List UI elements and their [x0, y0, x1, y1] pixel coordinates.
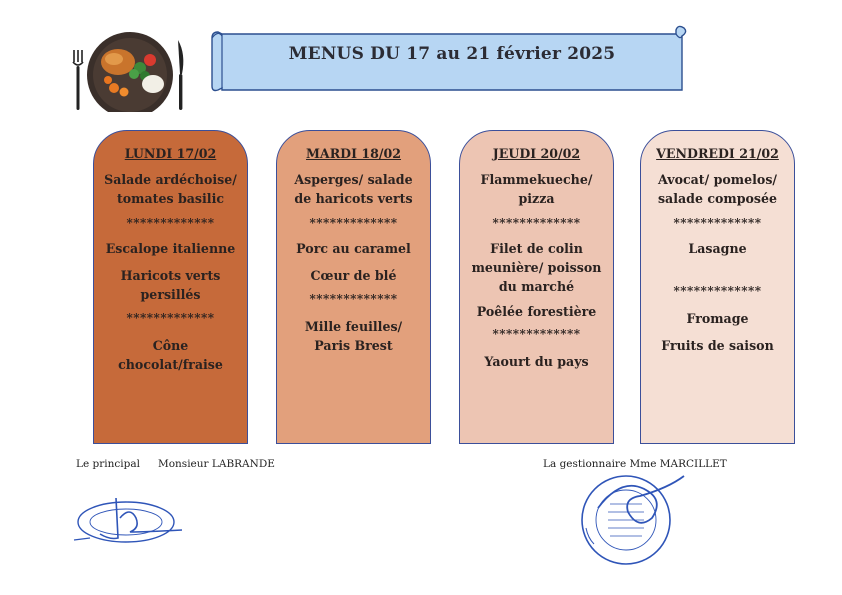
- menu-item: Haricots verts persillés: [120, 268, 221, 302]
- separator: *************: [673, 216, 762, 230]
- menu-banner: [208, 24, 688, 92]
- page-title: MENUS DU 17 au 21 février 2025: [288, 44, 616, 64]
- manager-signature-line: La gestionnaire Mme MARCILLET: [543, 458, 727, 470]
- plate-with-cutlery-icon: [70, 30, 192, 112]
- principal-name: Monsieur LABRANDE: [157, 458, 275, 470]
- day-heading: VENDREDI 21/02: [656, 146, 779, 161]
- signature-stamp-icon: [70, 488, 188, 552]
- day-heading: JEUDI 20/02: [492, 146, 581, 161]
- menu-item: Yaourt du pays: [484, 354, 589, 369]
- menu-item: Escalope italienne: [105, 241, 236, 256]
- day-heading: LUNDI 17/02: [124, 146, 217, 161]
- menu-item: Cône chocolat/fraise: [118, 338, 223, 372]
- menu-item: Filet de colin meunière/ poisson du marché: [471, 241, 602, 294]
- menu-item: Fruits de saison: [661, 338, 774, 353]
- menu-item: Lasagne: [688, 241, 747, 256]
- separator: *************: [309, 216, 398, 230]
- menu-column-monday: [93, 130, 248, 444]
- separator: *************: [126, 311, 215, 325]
- separator: *************: [309, 292, 398, 306]
- menu-item: Avocat/ pomelos/ salade composée: [657, 172, 778, 206]
- principal-signature-line: [76, 458, 275, 470]
- college-stamp-icon: [568, 468, 690, 568]
- menu-column-friday: [640, 130, 795, 444]
- day-heading: MARDI 18/02: [305, 146, 402, 161]
- separator: *************: [492, 327, 581, 341]
- menu-item: Cœur de blé: [310, 268, 397, 283]
- menu-item: Poêlée forestière: [476, 304, 597, 319]
- separator: *************: [673, 284, 762, 298]
- principal-label: Le principal: [76, 458, 140, 470]
- menu-column-thursday: [459, 130, 614, 444]
- separator: *************: [492, 216, 581, 230]
- separator: *************: [126, 216, 215, 230]
- menu-item: Flammekueche/ pizza: [480, 172, 593, 206]
- menu-item: Salade ardéchoise/ tomates basilic: [104, 172, 237, 206]
- menu-item: Fromage: [686, 311, 749, 326]
- menu-item: Porc au caramel: [296, 241, 411, 256]
- menu-item: Asperges/ salade de haricots verts: [294, 172, 413, 206]
- menu-column-tuesday: [276, 130, 431, 444]
- menu-item: Mille feuilles/ Paris Brest: [304, 319, 403, 353]
